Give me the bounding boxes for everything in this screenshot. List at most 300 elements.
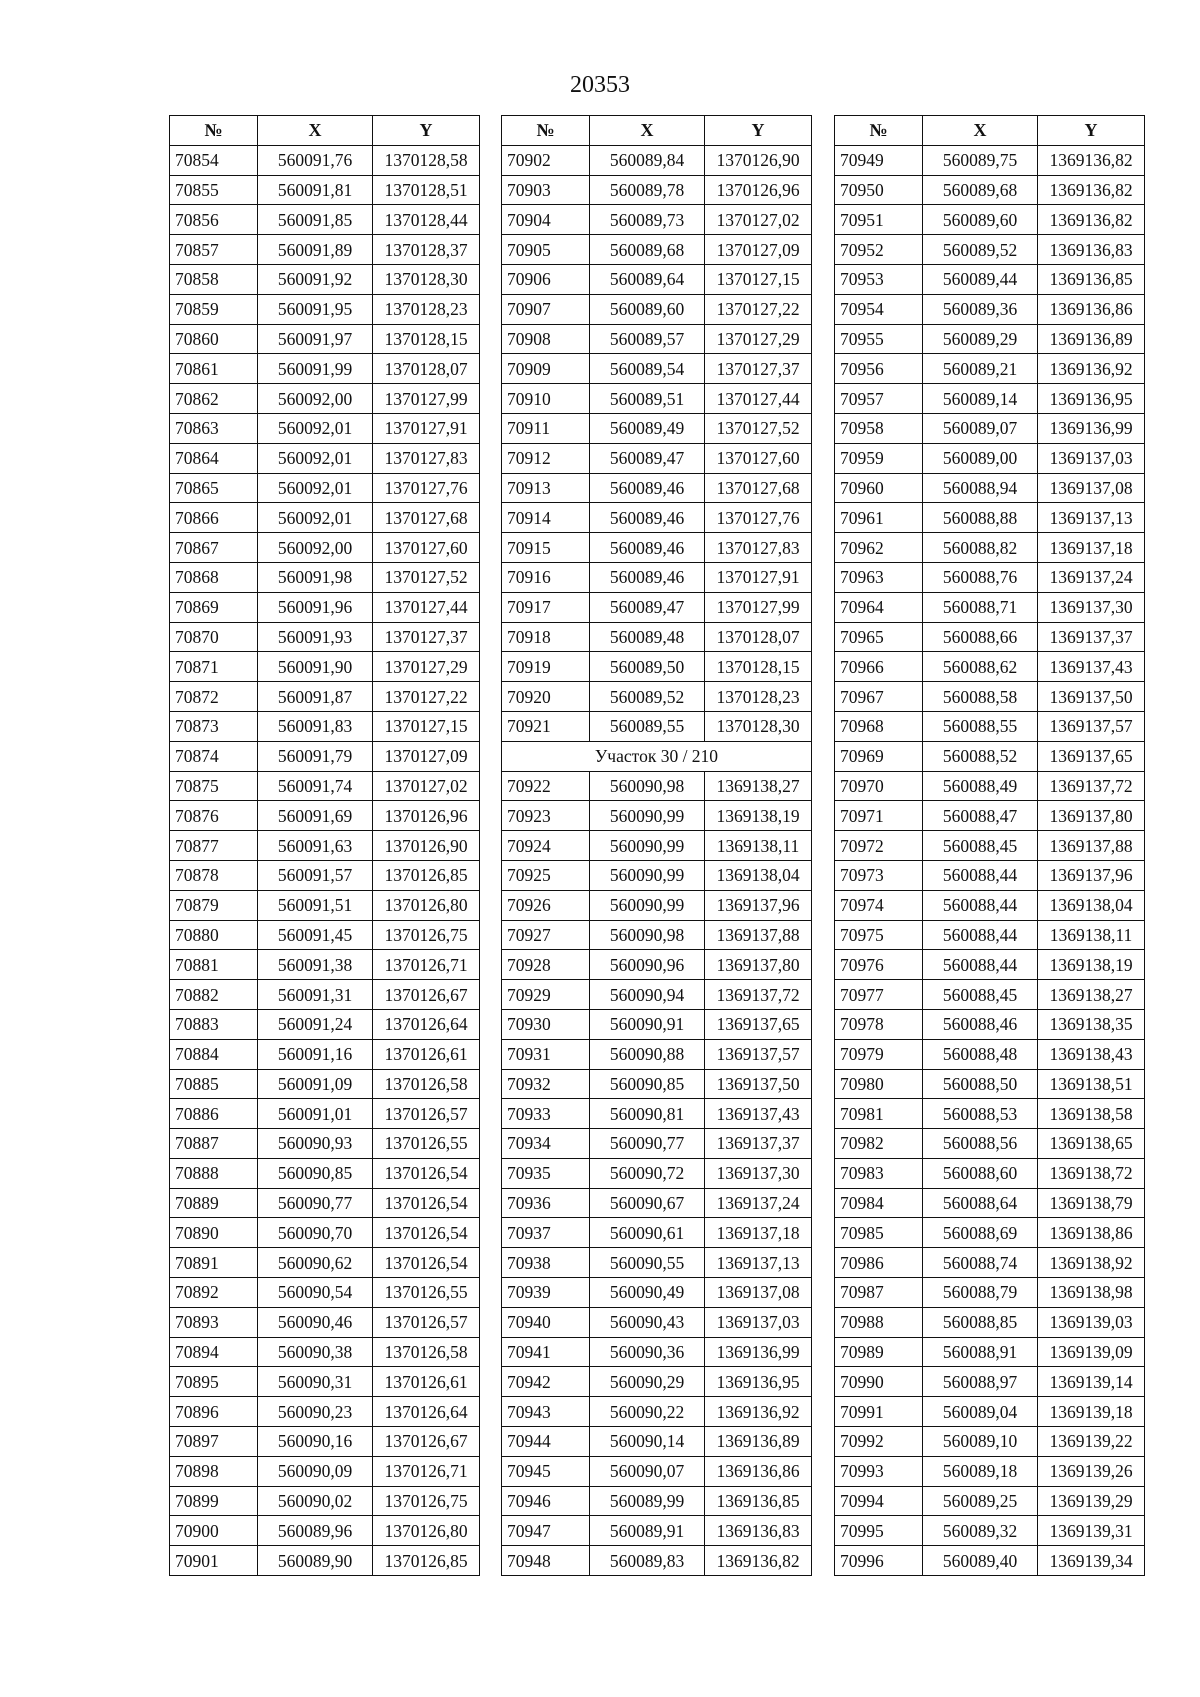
y-coordinate: 1369137,30 — [1038, 592, 1145, 622]
table-row — [502, 890, 812, 920]
x-coordinate: 560091,69 — [258, 801, 373, 831]
table-row — [170, 1337, 480, 1367]
x-coordinate: 560088,97 — [923, 1367, 1038, 1397]
x-coordinate: 560088,64 — [923, 1188, 1038, 1218]
coordinates-table-3 — [834, 115, 1145, 1576]
x-coordinate: 560089,18 — [923, 1456, 1038, 1486]
x-coordinate: 560090,23 — [258, 1397, 373, 1427]
y-coordinate: 1370126,75 — [373, 920, 480, 950]
point-number: 70882 — [170, 980, 258, 1010]
x-coordinate: 560089,10 — [923, 1427, 1038, 1457]
table-row — [170, 145, 480, 175]
point-number: 70869 — [170, 592, 258, 622]
table-row — [502, 324, 812, 354]
y-coordinate: 1370128,44 — [373, 205, 480, 235]
y-coordinate: 1370127,76 — [705, 503, 812, 533]
y-coordinate: 1370127,83 — [373, 443, 480, 473]
table-row — [835, 235, 1145, 265]
header-x: X — [923, 116, 1038, 146]
y-coordinate: 1370127,68 — [373, 503, 480, 533]
y-coordinate: 1369138,58 — [1038, 1099, 1145, 1129]
y-coordinate: 1370128,23 — [373, 294, 480, 324]
y-coordinate: 1369137,13 — [705, 1248, 812, 1278]
point-number: 70917 — [502, 592, 590, 622]
x-coordinate: 560089,47 — [590, 592, 705, 622]
table-row — [502, 1427, 812, 1457]
x-coordinate: 560090,38 — [258, 1337, 373, 1367]
y-coordinate: 1369136,82 — [1038, 205, 1145, 235]
y-coordinate: 1370127,15 — [373, 711, 480, 741]
x-coordinate: 560091,51 — [258, 890, 373, 920]
y-coordinate: 1370126,54 — [373, 1188, 480, 1218]
point-number: 70919 — [502, 652, 590, 682]
point-number: 70930 — [502, 1009, 590, 1039]
x-coordinate: 560089,68 — [590, 235, 705, 265]
point-number: 70982 — [835, 1129, 923, 1159]
y-coordinate: 1370127,29 — [373, 652, 480, 682]
header-y: Y — [373, 116, 480, 146]
y-coordinate: 1370126,58 — [373, 1069, 480, 1099]
y-coordinate: 1370127,02 — [373, 771, 480, 801]
y-coordinate: 1369136,89 — [1038, 324, 1145, 354]
y-coordinate: 1370126,61 — [373, 1039, 480, 1069]
x-coordinate: 560091,57 — [258, 860, 373, 890]
table-row — [502, 860, 812, 890]
point-number: 70990 — [835, 1367, 923, 1397]
table-row — [835, 413, 1145, 443]
table-row — [502, 801, 812, 831]
point-number: 70895 — [170, 1367, 258, 1397]
table-row — [170, 682, 480, 712]
table-row — [835, 980, 1145, 1010]
x-coordinate: 560089,36 — [923, 294, 1038, 324]
y-coordinate: 1370128,37 — [373, 235, 480, 265]
x-coordinate: 560089,04 — [923, 1397, 1038, 1427]
y-coordinate: 1369138,19 — [1038, 950, 1145, 980]
table-row — [170, 533, 480, 563]
table-row — [170, 860, 480, 890]
x-coordinate: 560089,14 — [923, 384, 1038, 414]
x-coordinate: 560088,79 — [923, 1278, 1038, 1308]
table-row — [502, 205, 812, 235]
point-number: 70978 — [835, 1009, 923, 1039]
table-row — [170, 1248, 480, 1278]
x-coordinate: 560091,76 — [258, 145, 373, 175]
x-coordinate: 560090,62 — [258, 1248, 373, 1278]
y-coordinate: 1369137,50 — [1038, 682, 1145, 712]
x-coordinate: 560090,93 — [258, 1129, 373, 1159]
y-coordinate: 1369137,88 — [1038, 831, 1145, 861]
point-number: 70977 — [835, 980, 923, 1010]
point-number: 70941 — [502, 1337, 590, 1367]
point-number: 70904 — [502, 205, 590, 235]
point-number: 70947 — [502, 1516, 590, 1546]
header-no: № — [835, 116, 923, 146]
x-coordinate: 560088,44 — [923, 920, 1038, 950]
x-coordinate: 560089,83 — [590, 1546, 705, 1576]
x-coordinate: 560089,64 — [590, 264, 705, 294]
table-row — [502, 1456, 812, 1486]
x-coordinate: 560088,50 — [923, 1069, 1038, 1099]
point-number: 70912 — [502, 443, 590, 473]
x-coordinate: 560088,66 — [923, 622, 1038, 652]
point-number: 70878 — [170, 860, 258, 890]
y-coordinate: 1370126,64 — [373, 1009, 480, 1039]
y-coordinate: 1369136,86 — [705, 1456, 812, 1486]
x-coordinate: 560089,47 — [590, 443, 705, 473]
y-coordinate: 1369138,86 — [1038, 1218, 1145, 1248]
x-coordinate: 560092,01 — [258, 443, 373, 473]
y-coordinate: 1370127,91 — [373, 413, 480, 443]
section-title: Участок 30 / 210 — [502, 741, 812, 771]
table-row — [835, 741, 1145, 771]
table-row — [170, 1307, 480, 1337]
x-coordinate: 560090,36 — [590, 1337, 705, 1367]
x-coordinate: 560088,94 — [923, 473, 1038, 503]
point-number: 70994 — [835, 1486, 923, 1516]
point-number: 70896 — [170, 1397, 258, 1427]
point-number: 70958 — [835, 413, 923, 443]
x-coordinate: 560090,99 — [590, 860, 705, 890]
point-number: 70987 — [835, 1278, 923, 1308]
y-coordinate: 1369136,83 — [1038, 235, 1145, 265]
y-coordinate: 1370127,76 — [373, 473, 480, 503]
y-coordinate: 1369137,72 — [1038, 771, 1145, 801]
y-coordinate: 1369138,35 — [1038, 1009, 1145, 1039]
y-coordinate: 1369137,37 — [1038, 622, 1145, 652]
table-row — [502, 592, 812, 622]
table-row — [835, 1158, 1145, 1188]
header-no: № — [502, 116, 590, 146]
table-row — [502, 920, 812, 950]
point-number: 70963 — [835, 562, 923, 592]
table-row — [170, 205, 480, 235]
table-row — [835, 860, 1145, 890]
table-row — [502, 1009, 812, 1039]
point-number: 70937 — [502, 1218, 590, 1248]
x-coordinate: 560091,24 — [258, 1009, 373, 1039]
x-coordinate: 560090,77 — [258, 1188, 373, 1218]
x-coordinate: 560090,72 — [590, 1158, 705, 1188]
y-coordinate: 1369139,31 — [1038, 1516, 1145, 1546]
x-coordinate: 560091,89 — [258, 235, 373, 265]
table-row — [502, 1248, 812, 1278]
y-coordinate: 1370126,54 — [373, 1248, 480, 1278]
table-row — [170, 592, 480, 622]
point-number: 70960 — [835, 473, 923, 503]
y-coordinate: 1369137,57 — [705, 1039, 812, 1069]
table-row — [835, 473, 1145, 503]
table-row — [170, 175, 480, 205]
y-coordinate: 1370126,96 — [705, 175, 812, 205]
x-coordinate: 560092,01 — [258, 503, 373, 533]
table-row — [502, 473, 812, 503]
y-coordinate: 1369137,65 — [1038, 741, 1145, 771]
point-number: 70860 — [170, 324, 258, 354]
y-coordinate: 1369139,18 — [1038, 1397, 1145, 1427]
point-number: 70984 — [835, 1188, 923, 1218]
y-coordinate: 1370127,29 — [705, 324, 812, 354]
table-row — [835, 1039, 1145, 1069]
table-row — [170, 1039, 480, 1069]
point-number: 70876 — [170, 801, 258, 831]
y-coordinate: 1370128,23 — [705, 682, 812, 712]
x-coordinate: 560088,85 — [923, 1307, 1038, 1337]
x-coordinate: 560089,96 — [258, 1516, 373, 1546]
point-number: 70995 — [835, 1516, 923, 1546]
point-number: 70936 — [502, 1188, 590, 1218]
table-row — [170, 1546, 480, 1576]
y-coordinate: 1369137,18 — [1038, 533, 1145, 563]
point-number: 70898 — [170, 1456, 258, 1486]
x-coordinate: 560088,88 — [923, 503, 1038, 533]
table-row — [170, 1188, 480, 1218]
y-coordinate: 1369137,96 — [1038, 860, 1145, 890]
point-number: 70894 — [170, 1337, 258, 1367]
x-coordinate: 560090,07 — [590, 1456, 705, 1486]
table-row — [835, 1129, 1145, 1159]
y-coordinate: 1369139,29 — [1038, 1486, 1145, 1516]
point-number: 70906 — [502, 264, 590, 294]
table-row — [835, 1218, 1145, 1248]
x-coordinate: 560091,83 — [258, 711, 373, 741]
point-number: 70926 — [502, 890, 590, 920]
table-row — [835, 801, 1145, 831]
y-coordinate: 1370126,61 — [373, 1367, 480, 1397]
y-coordinate: 1369137,18 — [705, 1218, 812, 1248]
table-row — [502, 831, 812, 861]
y-coordinate: 1369136,99 — [705, 1337, 812, 1367]
x-coordinate: 560088,76 — [923, 562, 1038, 592]
y-coordinate: 1370127,09 — [705, 235, 812, 265]
table-row — [170, 920, 480, 950]
x-coordinate: 560091,99 — [258, 354, 373, 384]
point-number: 70887 — [170, 1129, 258, 1159]
point-number: 70967 — [835, 682, 923, 712]
y-coordinate: 1369136,95 — [1038, 384, 1145, 414]
table-row — [835, 831, 1145, 861]
y-coordinate: 1370126,71 — [373, 950, 480, 980]
x-coordinate: 560088,47 — [923, 801, 1038, 831]
table-row — [170, 980, 480, 1010]
y-coordinate: 1370127,68 — [705, 473, 812, 503]
point-number: 70883 — [170, 1009, 258, 1039]
point-number: 70897 — [170, 1427, 258, 1457]
y-coordinate: 1369137,30 — [705, 1158, 812, 1188]
x-coordinate: 560092,01 — [258, 413, 373, 443]
x-coordinate: 560089,46 — [590, 533, 705, 563]
point-number: 70931 — [502, 1039, 590, 1069]
y-coordinate: 1369139,09 — [1038, 1337, 1145, 1367]
table-row — [835, 1546, 1145, 1576]
table-row — [835, 562, 1145, 592]
y-coordinate: 1369138,19 — [705, 801, 812, 831]
x-coordinate: 560090,46 — [258, 1307, 373, 1337]
point-number: 70902 — [502, 145, 590, 175]
x-coordinate: 560090,02 — [258, 1486, 373, 1516]
x-coordinate: 560091,97 — [258, 324, 373, 354]
x-coordinate: 560090,67 — [590, 1188, 705, 1218]
table-row — [502, 1278, 812, 1308]
table-row — [170, 235, 480, 265]
x-coordinate: 560088,44 — [923, 950, 1038, 980]
x-coordinate: 560090,99 — [590, 831, 705, 861]
point-number: 70922 — [502, 771, 590, 801]
table-row — [502, 1069, 812, 1099]
y-coordinate: 1370126,75 — [373, 1486, 480, 1516]
y-coordinate: 1369137,43 — [705, 1099, 812, 1129]
y-coordinate: 1369136,85 — [705, 1486, 812, 1516]
y-coordinate: 1370127,60 — [705, 443, 812, 473]
y-coordinate: 1369137,43 — [1038, 652, 1145, 682]
x-coordinate: 560091,16 — [258, 1039, 373, 1069]
x-coordinate: 560090,31 — [258, 1367, 373, 1397]
y-coordinate: 1369137,72 — [705, 980, 812, 1010]
point-number: 70884 — [170, 1039, 258, 1069]
x-coordinate: 560090,55 — [590, 1248, 705, 1278]
y-coordinate: 1370126,54 — [373, 1218, 480, 1248]
x-coordinate: 560090,61 — [590, 1218, 705, 1248]
x-coordinate: 560092,00 — [258, 533, 373, 563]
x-coordinate: 560089,91 — [590, 1516, 705, 1546]
y-coordinate: 1369136,82 — [1038, 175, 1145, 205]
x-coordinate: 560090,99 — [590, 890, 705, 920]
point-number: 70867 — [170, 533, 258, 563]
x-coordinate: 560088,53 — [923, 1099, 1038, 1129]
point-number: 70932 — [502, 1069, 590, 1099]
table-row — [835, 1009, 1145, 1039]
point-number: 70955 — [835, 324, 923, 354]
header-no: № — [170, 116, 258, 146]
table-row — [835, 682, 1145, 712]
table-row — [502, 503, 812, 533]
table-row — [170, 1367, 480, 1397]
table-row — [170, 622, 480, 652]
x-coordinate: 560090,96 — [590, 950, 705, 980]
point-number: 70980 — [835, 1069, 923, 1099]
table-row — [835, 294, 1145, 324]
table-row — [170, 711, 480, 741]
y-coordinate: 1369138,27 — [1038, 980, 1145, 1010]
table-row — [170, 1158, 480, 1188]
point-number: 70968 — [835, 711, 923, 741]
point-number: 70996 — [835, 1546, 923, 1576]
point-number: 70952 — [835, 235, 923, 265]
y-coordinate: 1369139,34 — [1038, 1546, 1145, 1576]
point-number: 70900 — [170, 1516, 258, 1546]
y-coordinate: 1370127,44 — [373, 592, 480, 622]
table-row — [835, 533, 1145, 563]
y-coordinate: 1370128,07 — [373, 354, 480, 384]
point-number: 70957 — [835, 384, 923, 414]
header-y: Y — [1038, 116, 1145, 146]
coordinates-table-2 — [501, 115, 812, 1576]
point-number: 70981 — [835, 1099, 923, 1129]
table-row — [502, 533, 812, 563]
point-number: 70861 — [170, 354, 258, 384]
x-coordinate: 560088,71 — [923, 592, 1038, 622]
point-number: 70918 — [502, 622, 590, 652]
point-number: 70889 — [170, 1188, 258, 1218]
y-coordinate: 1369137,50 — [705, 1069, 812, 1099]
table-row — [170, 741, 480, 771]
header-y: Y — [705, 116, 812, 146]
table-row — [170, 384, 480, 414]
x-coordinate: 560089,46 — [590, 562, 705, 592]
y-coordinate: 1370126,58 — [373, 1337, 480, 1367]
x-coordinate: 560089,50 — [590, 652, 705, 682]
table-row — [170, 443, 480, 473]
point-number: 70910 — [502, 384, 590, 414]
table-row — [835, 175, 1145, 205]
table-row — [170, 801, 480, 831]
y-coordinate: 1370127,02 — [705, 205, 812, 235]
x-coordinate: 560089,00 — [923, 443, 1038, 473]
x-coordinate: 560089,55 — [590, 711, 705, 741]
point-number: 70888 — [170, 1158, 258, 1188]
table-row — [835, 1307, 1145, 1337]
point-number: 70973 — [835, 860, 923, 890]
x-coordinate: 560090,85 — [590, 1069, 705, 1099]
table-row — [170, 503, 480, 533]
x-coordinate: 560090,85 — [258, 1158, 373, 1188]
table-row — [170, 413, 480, 443]
x-coordinate: 560089,21 — [923, 354, 1038, 384]
table-row — [170, 264, 480, 294]
y-coordinate: 1369138,92 — [1038, 1248, 1145, 1278]
table-row — [170, 1099, 480, 1129]
table-row — [835, 1516, 1145, 1546]
point-number: 70938 — [502, 1248, 590, 1278]
point-number: 70959 — [835, 443, 923, 473]
y-coordinate: 1369138,11 — [705, 831, 812, 861]
x-coordinate: 560090,77 — [590, 1129, 705, 1159]
table-row — [170, 562, 480, 592]
table-row — [502, 562, 812, 592]
point-number: 70873 — [170, 711, 258, 741]
table-row — [502, 1307, 812, 1337]
x-coordinate: 560090,98 — [590, 920, 705, 950]
point-number: 70893 — [170, 1307, 258, 1337]
table-row — [502, 1039, 812, 1069]
x-coordinate: 560089,25 — [923, 1486, 1038, 1516]
y-coordinate: 1370127,09 — [373, 741, 480, 771]
x-coordinate: 560090,98 — [590, 771, 705, 801]
table-row — [170, 1278, 480, 1308]
x-coordinate: 560091,93 — [258, 622, 373, 652]
table-row — [502, 1188, 812, 1218]
point-number: 70946 — [502, 1486, 590, 1516]
table-row — [170, 1427, 480, 1457]
x-coordinate: 560088,69 — [923, 1218, 1038, 1248]
table-row — [502, 294, 812, 324]
table-row — [170, 1069, 480, 1099]
point-number: 70951 — [835, 205, 923, 235]
table-row — [835, 1456, 1145, 1486]
y-coordinate: 1370127,60 — [373, 533, 480, 563]
y-coordinate: 1370126,55 — [373, 1278, 480, 1308]
table-row — [502, 443, 812, 473]
point-number: 70903 — [502, 175, 590, 205]
table-row — [835, 622, 1145, 652]
point-number: 70989 — [835, 1337, 923, 1367]
header-row — [502, 116, 812, 146]
table-row — [835, 354, 1145, 384]
table-row — [502, 413, 812, 443]
point-number: 70979 — [835, 1039, 923, 1069]
point-number: 70905 — [502, 235, 590, 265]
x-coordinate: 560089,75 — [923, 145, 1038, 175]
